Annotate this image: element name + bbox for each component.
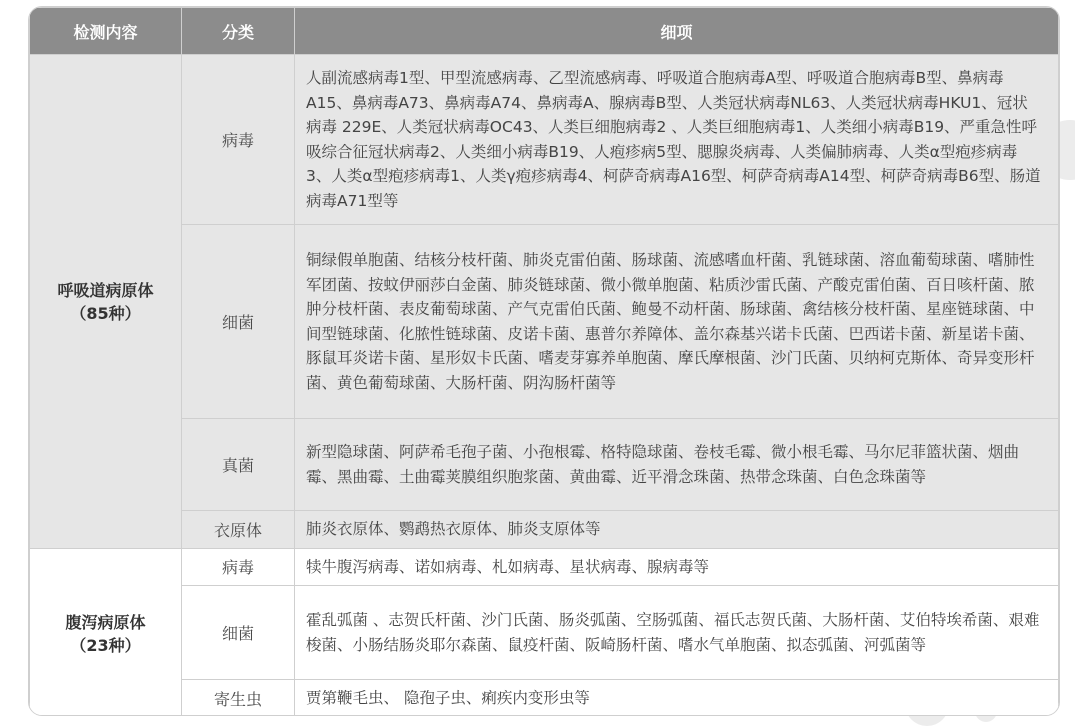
category-cell: 病毒 [182,548,295,586]
table-row [30,419,1059,511]
group-name: 呼吸道病原体 [57,281,154,301]
pathogen-table-container [28,6,1060,716]
table-row [30,511,1059,549]
category-cell: 衣原体 [182,511,295,549]
category-cell: 真菌 [182,419,295,511]
detail-cell: 新型隐球菌、阿萨希毛孢子菌、小孢根霉、格特隐球菌、卷枝毛霉、微小根毛霉、马尔尼菲篮状菌、烟曲霉、黑曲霉、土曲霉荚膜组织胞浆菌、黄曲霉、近平滑念珠菌、热带念珠菌、白色念珠菌等 [295,419,1059,511]
detail-cell: 犊牛腹泻病毒、诺如病毒、札如病毒、星状病毒、腺病毒等 [295,548,1059,586]
table-row [30,548,1059,586]
category-cell: 寄生虫 [182,680,295,717]
group-name: 腹泻病原体 [65,612,146,632]
header-category: 分类 [182,8,295,55]
header-details: 细项 [295,8,1059,55]
group-count: （85种） [70,304,141,324]
header-test-content: 检测内容 [30,8,182,55]
category-cell: 病毒 [182,55,295,225]
detail-cell: 霍乱弧菌 、志贺氏杆菌、沙门氏菌、肠炎弧菌、空肠弧菌、福氏志贺氏菌、大肠杆菌、艾伯特埃希菌、艰难梭菌、小肠结肠炎耶尔森菌、鼠疫杆菌、阪崎肠杆菌、嗜水气单胞菌、拟态弧菌、河弧菌等 [295,586,1059,680]
detail-cell: 肺炎衣原体、鹦鹉热衣原体、肺炎支原体等 [295,511,1059,549]
group-diarrhea [30,548,182,716]
group-count: （23种） [70,635,141,655]
detail-cell: 贾第鞭毛虫、 隐孢子虫、痢疾内变形虫等 [295,680,1059,717]
group-respiratory [30,55,182,549]
detail-cell: 铜绿假单胞菌、结核分枝杆菌、肺炎克雷伯菌、肠球菌、流感嗜血杆菌、乳链球菌、溶血葡萄球菌、嗜肺性军团菌、按蚊伊丽莎白金菌、肺炎链球菌、微小微单胞菌、粘质沙雷氏菌、产酸克雷伯菌、百日咳杆菌、脓肿分枝杆菌、表皮葡萄球菌、产气克雷伯氏菌、鲍曼不动杆菌、肠球菌、禽结核分枝杆菌、星座链球菌、中间型链球菌、化脓性链球菌、皮诺卡菌、惠普尔养障体、盖尔森基兴诺卡氏菌、巴西诺卡菌、新星诺卡菌、豚鼠耳炎诺卡菌、星形奴卡氏菌、嗜麦芽寡养单胞菌、摩氏摩根菌、沙门氏菌、贝纳柯克斯体、奇异变形杆菌、黄色葡萄球菌、大肠杆菌、阴沟肠杆菌等 [295,225,1059,419]
table-row [30,55,1059,225]
detail-cell: 人副流感病毒1型、甲型流感病毒、乙型流感病毒、呼吸道合胞病毒A型、呼吸道合胞病毒B型、鼻病毒A15、鼻病毒A73、鼻病毒A74、鼻病毒A、腺病毒B型、人类冠状病毒NL63、人类冠状病毒HKU1、冠状病毒 229E、人类冠状病毒OC43、人类巨细胞病毒2 、人类巨细胞病毒1、人类细小病毒B19、严重急性呼吸综合征冠状病毒2、人类细小病毒B19、人疱疹病5型、腮腺炎病毒、人类偏肺病毒、人类α型疱疹病毒3、人类α型疱疹病毒1、人类γ疱疹病毒4、柯萨奇病毒A16型、柯萨奇病毒A14型、柯萨奇病毒B6型、肠道病毒A71型等 [295,55,1059,225]
category-cell: 细菌 [182,586,295,680]
table-row [30,586,1059,680]
pathogen-table [29,7,1059,716]
category-cell: 细菌 [182,225,295,419]
table-row [30,680,1059,717]
table-row [30,225,1059,419]
table-header-row [30,8,1059,55]
